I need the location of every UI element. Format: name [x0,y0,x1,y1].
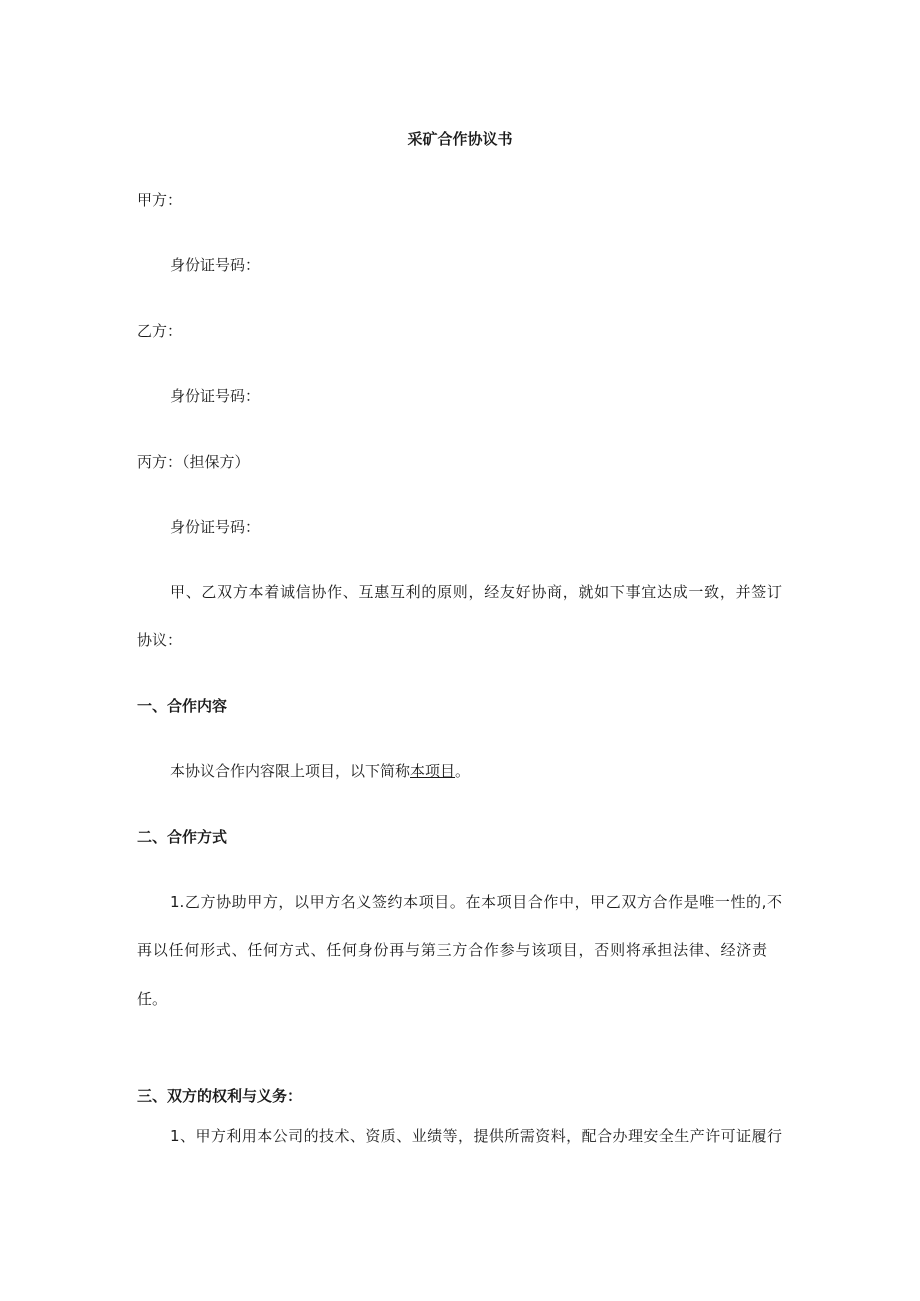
preamble-line-2: 协议： [137,631,183,649]
party-c-id-label: 身份证号码： [170,518,261,536]
party-c-label: 丙方：（担保方） [137,453,250,471]
section-2-item-1-line-3: 任。 [137,990,168,1008]
section-1-text-underlined: 本项目 [410,762,456,780]
party-a-label: 甲方： [137,191,183,209]
section-1-text [170,761,470,781]
section-3-item-1-line-1: 1、甲方利用本公司的技术、资质、业绩等，提供所需资料，配合办理安全生产许可证履行 [170,1127,782,1145]
section-3-heading: 三、双方的权利与义务： [137,1087,303,1105]
section-1-text-after: 。 [455,762,471,780]
section-2-heading: 二、合作方式 [137,828,228,846]
section-1-text-before: 本协议合作内容限上项目，以下简称 [170,762,411,780]
section-2-item-1-line-1: 1.乙方协助甲方，以甲方名义签约本项目。在本项目合作中，甲乙双方合作是唯一性的,不 [170,893,782,911]
preamble-line-1: 甲、乙双方本着诚信协作、互惠互利的原则，经友好协商，就如下事宜达成一致，并签订 [170,583,782,601]
document-title: 采矿合作协议书 [407,130,513,148]
section-1-heading: 一、合作内容 [137,697,228,715]
party-b-id-label: 身份证号码： [170,387,261,405]
party-b-label: 乙方： [137,322,183,340]
section-2-item-1-line-2: 再以任何形式、任何方式、任何身份再与第三方合作参与该项目，否则将承担法律、经济责 [137,941,767,959]
party-a-id-label: 身份证号码： [170,256,261,274]
